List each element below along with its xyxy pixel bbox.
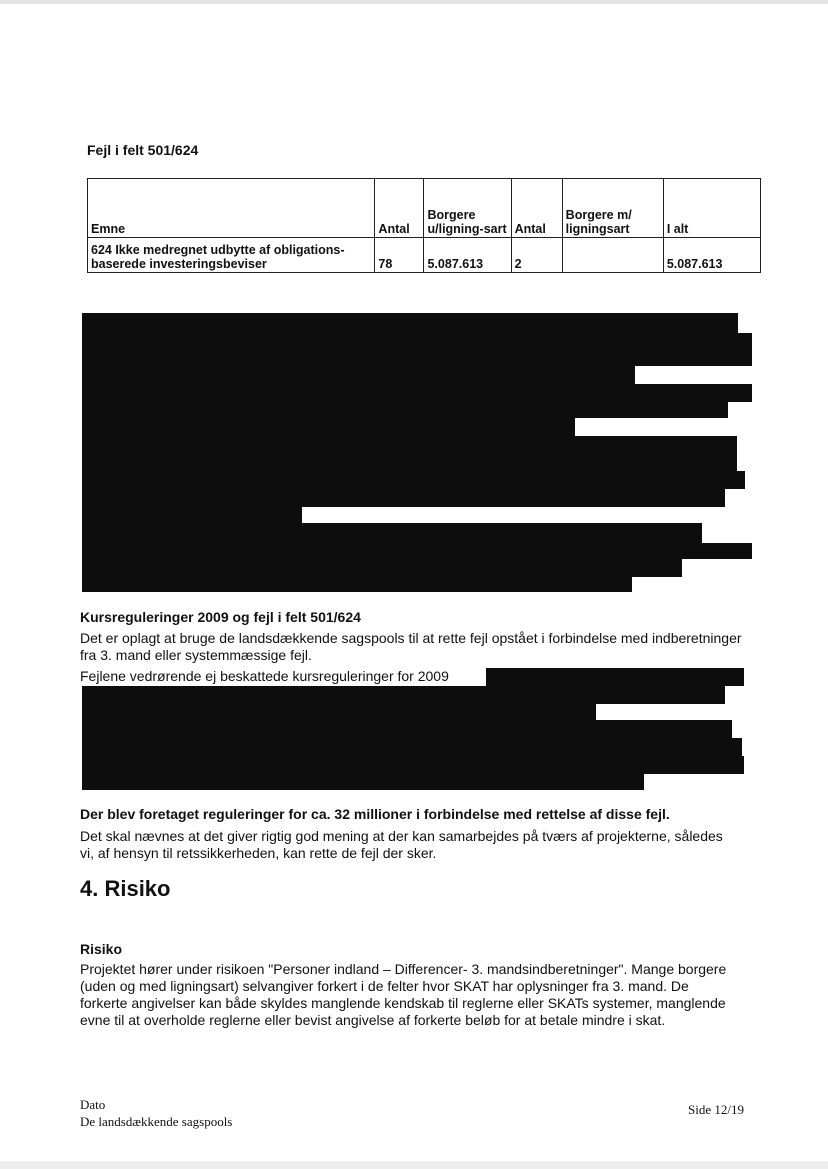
cell-i-alt: 5.087.613 bbox=[663, 238, 760, 273]
redaction-block bbox=[82, 366, 635, 384]
redaction-block bbox=[82, 774, 644, 790]
footer-org: De landsdækkende sagspools bbox=[80, 1114, 233, 1129]
header-borgere-m: Borgere m/ ligningsart bbox=[562, 179, 663, 238]
redaction-block bbox=[82, 313, 738, 366]
redaction-block bbox=[82, 686, 725, 704]
risk-heading: Risiko bbox=[80, 941, 123, 957]
redaction-block bbox=[82, 720, 732, 738]
header-antal-2: Antal bbox=[511, 179, 562, 238]
redaction-block bbox=[82, 523, 702, 543]
cell-antal: 78 bbox=[375, 238, 424, 273]
redaction-block bbox=[82, 436, 737, 471]
header-i-alt: I alt bbox=[663, 179, 760, 238]
cell-borgere-m bbox=[562, 238, 663, 273]
redaction-block bbox=[82, 704, 596, 720]
redaction-block bbox=[82, 384, 752, 402]
redaction-block bbox=[82, 756, 744, 774]
kurs-paragraph: Det er oplagt at bruge de landsdækkende sagspools til at rette fejl opstået i forbindelse med indberetninger fra 3. mand eller systemmæssige fejl. bbox=[80, 630, 742, 663]
cell-borgere-u: 5.087.613 bbox=[424, 238, 511, 273]
page-number: Side 12/19 bbox=[688, 1102, 744, 1117]
kurs-partial-line: Fejlene vedrørende ej beskattede kursreguleringer for 2009 bbox=[80, 668, 449, 684]
redaction-block bbox=[82, 738, 742, 756]
section-title: Fejl i felt 501/624 bbox=[87, 142, 199, 158]
redaction-block bbox=[82, 507, 302, 523]
redaction-block bbox=[82, 489, 725, 507]
redaction-block bbox=[82, 471, 745, 489]
footer-left bbox=[80, 1096, 232, 1130]
header-borgere-u: Borgere u/ligning-sart bbox=[424, 179, 511, 238]
cell-emne: 624 Ikke medregnet udbytte af obligations-baserede investeringsbeviser bbox=[88, 238, 375, 273]
risk-paragraph: Projektet hører under risikoen "Personer indland – Differencer- 3. mandsindberetninger". Mange borgere (uden og med ligningsart) selvangiver forkert i de felter hvor SKAT har oplysninger fra 3. mand. De forkerte angivelser kan både skyldes manglende kendskab til reglerne eller SKATs systemer, manglende evne til at overholde reglerne eller bevist angivelse af forkerte beløb for at betale mindre i skat. bbox=[80, 961, 727, 1028]
table-header-row bbox=[88, 179, 761, 238]
section-heading-risiko: 4. Risiko bbox=[80, 876, 171, 901]
redaction-block bbox=[82, 559, 682, 577]
redaction-block bbox=[738, 333, 752, 366]
redaction-block bbox=[486, 668, 744, 686]
bottom-scan-edge bbox=[0, 1161, 828, 1169]
table-row bbox=[88, 238, 761, 273]
redaction-block bbox=[82, 543, 752, 559]
header-emne: Emne bbox=[88, 179, 375, 238]
cell-antal-2: 2 bbox=[511, 238, 562, 273]
top-scan-edge bbox=[0, 0, 828, 4]
result-heading: Der blev foretaget reguleringer for ca. 32 millioner i forbindelse med rettelse af disse fejl. bbox=[80, 806, 670, 822]
header-antal: Antal bbox=[375, 179, 424, 238]
result-paragraph: Det skal nævnes at det giver rigtig god mening at der kan samarbejdes på tværs af projekterne, således vi, af hensyn til retssikkerheden, kan rette de fejl der sker. bbox=[80, 828, 723, 861]
kurs-heading: Kursreguleringer 2009 og fejl i felt 501/624 bbox=[80, 609, 361, 625]
error-table bbox=[87, 178, 761, 273]
redaction-block bbox=[82, 402, 728, 418]
redaction-block bbox=[82, 418, 575, 436]
redaction-block bbox=[82, 577, 632, 592]
footer-dato: Dato bbox=[80, 1097, 106, 1112]
